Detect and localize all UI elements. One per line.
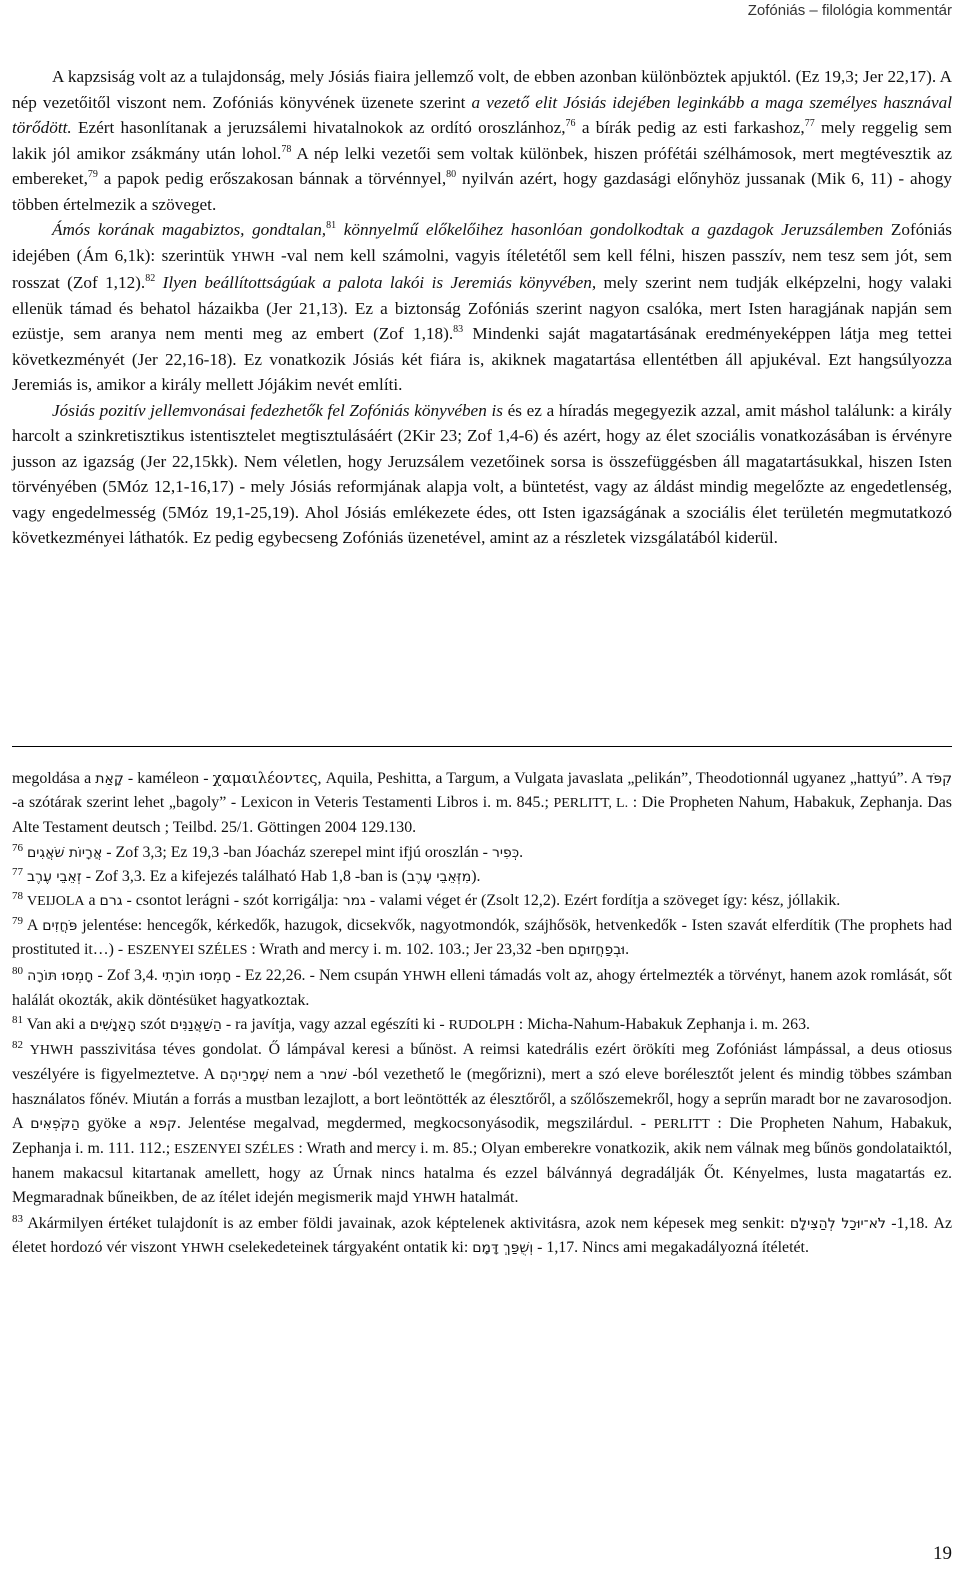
text-run: elleni támadás volt az, ahogy értelmezték a törvényt, hanem azok romlását, sőt halálát okozták, akik döntésüket hagyatkoztak. — [12, 966, 952, 1009]
text-run: : Die Propheten Nahum, Habakuk, Zephanja i. m. 111. 112.; — [12, 1114, 952, 1158]
footnote-75-continued — [12, 766, 952, 841]
text-run: Zofóniás idejében (Ám 6,1k): szerintük — [12, 220, 952, 265]
running-header: Zofóniás – filológia kommentár — [747, 2, 952, 19]
author-name: RUDOLPH — [448, 1018, 515, 1034]
footnote-ref[interactable]: 83 — [453, 324, 464, 335]
text-run: -1,18. Az életet hordozó vér viszont — [12, 1214, 952, 1256]
footnote-ref[interactable]: 79 — [87, 169, 98, 180]
footnote-ref[interactable]: 78 — [281, 143, 292, 155]
text-run: mely szerint nem tudják elképzelni, hogy valaki ellenük támad és behatol házaikba (Jer 21,13). Ez a biztonság Zofóniás szerint nagyon csalóka, mert Isten haragjának napján sem ezüstje, sem aranya nem menti meg az embert (Zof 1,18). — [12, 273, 952, 343]
text-run: , Aquila, Peshitta, a Targum, a Vulgata javaslata „pelikán”, Theodotionnál ugyanez „hattyú”. A — [317, 770, 926, 787]
text-run: : Wrath and mercy i. m. 102. 103.; Jer 23,32 -ben — [247, 941, 569, 959]
text-run: Mindenki saját magatartásának eredményeképpen látja meg tettei következményét (Jer 22,16-18). Ez vonatkozik Jósiás két fiára is, akiknek magatartása ellentétben áll apjukéval. Ezt hangsúlyozza Jeremiás is, amikor a király mellett Jójákim nevét említi. — [12, 324, 952, 394]
paragraph — [12, 64, 952, 217]
text-run: - Zof 3,4. — [93, 966, 162, 984]
italic-text: könnyelmű előkelőihez hasonlóan gondolkodtak a gazdagok Jeruzsálemben — [336, 220, 884, 239]
divine-name: YHWH — [402, 968, 446, 984]
footnote-ref[interactable]: 77 — [804, 118, 815, 129]
text-run: -ból vezethető le (megőrizni), mert a szó eleve borélesztőt jelent és mindig többes számban használatos főnév. Miután a forrás a mustban lezajlott, a bort leöntötték az élesztőről, a szőlőszemekről, hogy a seprűn maradt bor ne zavarosodjon. A — [12, 1066, 952, 1132]
footnote-ref[interactable]: 76 — [565, 118, 576, 129]
italic-text: Ilyen beállítottságúak a palota lakói is Jeremiás könyvében, — [155, 273, 597, 292]
footnote-83 — [12, 1212, 952, 1261]
footnote-81 — [12, 1013, 952, 1038]
footnote-80 — [12, 964, 952, 1013]
italic-text: Jósiás pozitív jellemvonásai fedezhetők fel Zofóniás könyvében is — [52, 400, 503, 420]
hebrew-word: זְאֵבֵי עֶרֶב — [26, 868, 82, 885]
hebrew-word: לֹא־יוּכַל לְהַצִּילָם — [789, 1215, 887, 1232]
footnote-number: 81 — [12, 1014, 23, 1027]
hebrew-word: חָמְסוּ תוֹרָתִי — [161, 967, 232, 984]
italic-text: Ámós korának magabiztos, gondtalan, — [52, 220, 327, 239]
footnote-number: 80 — [12, 964, 23, 977]
hebrew-word: וְשֻׁפַּךְ דָּמָם — [472, 1239, 534, 1256]
paragraph — [12, 398, 952, 551]
text-run: a papok pedig erőszakosan bánnak a törvénnyel, — [97, 169, 447, 188]
text-run: cselekedeteinek tárgyaként ontatik ki: — [224, 1238, 473, 1256]
text-run: - ra javítja, vagy azzal egészíti ki - — [221, 1016, 449, 1034]
text-run: nyilván azért, hogy gazdasági előnyhöz jussanak (Mik 6, 11) - ahogy többen értelmezik a szöveget. — [12, 169, 952, 214]
hebrew-word: גמר — [342, 893, 366, 910]
divine-name: YHWH — [180, 1240, 225, 1256]
text-run: : Micha-Nahum-Habakuk Zephanja i. m. 263. — [514, 1016, 810, 1034]
main-text — [12, 64, 952, 551]
hebrew-word: הָאַנָשִׁים — [89, 1017, 137, 1034]
text-run: Ezért hasonlítanak a jeruzsálemi hivatalnokok az ordító oroszlánhoz, — [71, 118, 566, 137]
text-run: ). — [471, 867, 481, 885]
page-number: 19 — [933, 1543, 952, 1564]
footnote-number: 83 — [12, 1212, 23, 1225]
hebrew-word: גרם — [99, 893, 123, 910]
text-run: : Wrath and mercy i. m. 85.; Olyan emberekre vonatkozik, akik nem válnak meg bűnös gondolataiktól, hanem makacsul kitartanak amellett, hogy az Úrnak nincs hatalma és ezzel bálvánnyá degradálják Őt. Kényelmes, lusta magatartás ez. Megmaradnak bűneikben, de az ítélet idején megismerik majd — [12, 1140, 952, 1207]
footnote-number: 77 — [12, 865, 23, 878]
hebrew-word: קפא — [148, 1115, 177, 1132]
footnote-76 — [12, 841, 952, 865]
text-run: . — [519, 843, 524, 861]
text-run: A kapzsiság volt az a tulajdonság, mely Jósiás fiaira jellemző volt, de ebben azonban különböztek apjuktól. (Ez 19,3; Jer 22,17). A nép vezetőitől viszont nem. Zofóniás könyvének üzenete szerint — [12, 67, 952, 112]
divine-name: YHWH — [29, 1043, 74, 1059]
footnote-number: 78 — [12, 890, 23, 903]
footnote-82 — [12, 1038, 952, 1211]
hebrew-word: מִזְּאֵבֵי עֶרֶב — [406, 868, 472, 885]
footnote-ref[interactable]: 80 — [446, 169, 457, 180]
divine-name: YHWH — [231, 249, 275, 265]
footnote-78 — [12, 889, 952, 914]
footnotes — [12, 766, 952, 1261]
text-run: megoldása a — [12, 770, 96, 787]
text-run: - valami véget ér (Zsolt 12,2). Ezért fordítja a szöveget így: kész, jóllakik. — [365, 892, 841, 910]
greek-word: χαμαιλέοντες — [212, 769, 318, 787]
footnote-number: 82 — [12, 1039, 23, 1052]
text-run: Akármilyen értéket tulajdonít is az ember földi javainak, azok képtelenek aktivitásra, azok nem képesek meg senkit: — [27, 1214, 790, 1232]
text-run: - csontot lerágni - szót korrigálja: — [122, 892, 343, 910]
footnote-number: 79 — [12, 915, 23, 928]
text-run: . Jelentése megalvad, megdermed, megkocsonyásodik, megszilárdul. - — [176, 1114, 654, 1132]
text-run: - 1,17. Nincs ami megakadályozná ítéletét. — [533, 1238, 809, 1256]
text-run: - kaméleon - — [123, 770, 213, 787]
hebrew-word: קָאַת — [95, 771, 124, 787]
text-run: - Zof 3,3. Ez a kifejezés található Hab 1,8 -ban is ( — [81, 867, 407, 885]
text-run: szót — [136, 1016, 170, 1034]
hebrew-word: שׁמר — [319, 1067, 347, 1084]
text-run: A nép lelki vezetői sem voltak különbek, hiszen prófétái szélhámosok, mert megtévesztik az embereket, — [12, 143, 953, 188]
hebrew-word: חָמְסוּ תּוֹרָה — [27, 967, 94, 984]
text-run: a bírák pedig az esti farkashoz, — [575, 118, 805, 137]
hebrew-word: שְׁמָרֵיהֶם — [219, 1067, 269, 1084]
author-name: PERLITT, L. — [553, 796, 629, 812]
text-run: a — [84, 892, 100, 910]
hebrew-word: קִפֹּד — [925, 771, 953, 787]
text-run: - Zof 3,3; Ez 19,3 -ban Jóacház szerepel mint ifjú oroszlán - — [102, 843, 492, 861]
hebrew-word: כְּפִיר — [491, 844, 520, 861]
text-run: mely reggelig sem lakik jól amikor zsákmány után lohol. — [12, 118, 953, 163]
footnote-ref[interactable]: 81 — [326, 220, 337, 231]
hebrew-word: הַקֹּפְאִים — [30, 1115, 80, 1132]
divine-name: YHWH — [412, 1191, 456, 1207]
paragraph — [12, 217, 952, 398]
author-name: ESZENYEI SZÉLES — [127, 943, 248, 959]
footnote-separator — [12, 746, 952, 747]
hebrew-word: פֹּחֲזִים — [42, 918, 78, 935]
text-run: passzivitása téves gondolat. Ő lámpával keresi a bűnöst. A reimsi katedrális ezért örökíti meg Zofóniást lámpással, a deus otiosus veszélyére is figyelmeztetve. A — [12, 1041, 952, 1084]
footnote-ref[interactable]: 82 — [145, 273, 156, 284]
text-run: gyöke a — [79, 1114, 149, 1132]
text-run: hatalmát. — [455, 1189, 519, 1207]
text-run: Van aki a — [26, 1016, 90, 1034]
text-run: : Die Propheten Nahum, Habakuk, Zephanja. Das Alte Testament deutsch ; Teilbd. 25/1. Göttingen 2004 129.130. — [12, 794, 952, 837]
author-name: PERLITT — [653, 1116, 710, 1132]
text-run: - Ez 22,26. - Nem csupán — [231, 966, 403, 984]
author-name: ESZENYEI SZÉLES — [174, 1142, 295, 1158]
text-run: és ez a híradás megegyezik azzal, amit máshol találunk: a király harcolt a szinkretisztikus istentisztelet megtisztulásáért (2Kir 23; Zof 1,4-6) és azért, hogy az élet szociális vonatkozásában is érvényre jusson az igazság (Jer 22,15kk). Nem véletlen, hogy Jeruzsálem vezetőinek sorsa is összefüggésben áll magatartásukkal, hiszen Isten törvényében (5Móz 12,1-16,17) - mely Jósiás reformjának alapja volt, a büntetést, vagy az áldást mindig megelőzte az engedetlenség, vagy engedelmesség (5Móz 19,1-25,19). Ahol Jósiás emlékezete édes, ott Isten igazságának a szociális élet területén megmutatkozó következményei láthatók. Ez pedig egybecseng Zofóniás üzenetével, amint az a részletek vizsgálatából kiderül. — [12, 400, 952, 547]
hebrew-word: וּבְפַחֲזוּתָם — [568, 942, 626, 959]
hebrew-word: הַשַׁאֲנַנִּים — [169, 1017, 222, 1034]
italic-text: a vezető elit Jósiás idejében leginkább a maga személyes hasznával törődött. — [12, 92, 952, 137]
footnote-number: 76 — [12, 841, 23, 854]
text-run: . — [625, 941, 630, 959]
text-run: nem a — [268, 1066, 320, 1084]
footnote-79 — [12, 914, 952, 963]
text-run: jelentése: hencegők, kérkedők, hazugok, dicsekvők, nagyotmondók, szájhősök, hetvenkedők - Isten szavát elferdítik (The prophets had prostituted it…) - — [12, 917, 952, 959]
footnote-77 — [12, 865, 952, 889]
text-run: A — [26, 917, 43, 935]
author-name: VEIJOLA — [26, 894, 85, 910]
hebrew-word: אֲרָיוֹת שֹׁאֲגִים — [26, 844, 103, 861]
text-run: -val nem kell számolni, vagyis ítéletétől sem kell félni, hiszen passzív, nem tesz sem jót, sem rosszat (Zof 1,12). — [12, 245, 952, 292]
text-run: -a szótárak szerint lehet „bagoly” - Lexicon in Veteris Testamenti Libros i. m. 845.; — [12, 794, 554, 812]
